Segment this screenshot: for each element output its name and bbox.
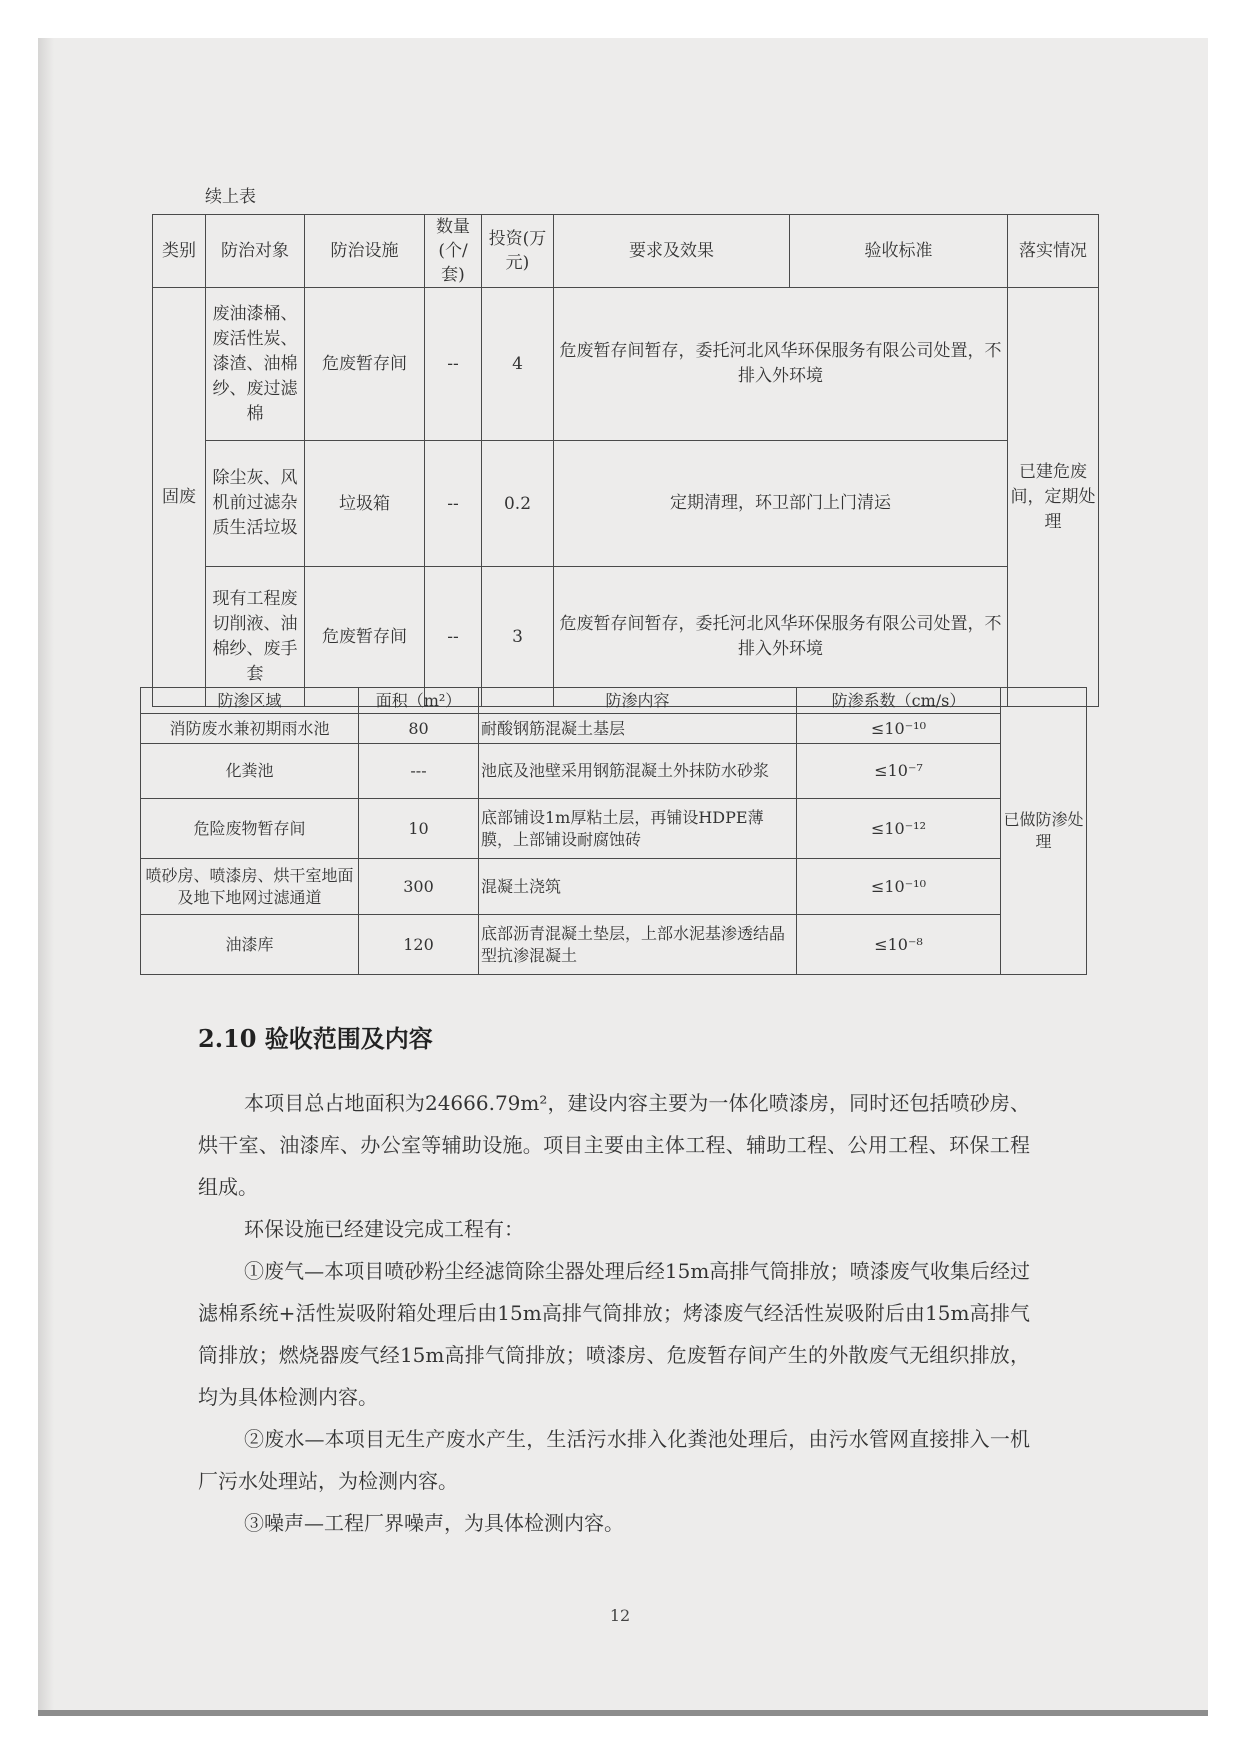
paragraph: ③噪声—工程厂界噪声，为具体检测内容。 (244, 1511, 624, 1535)
size-cell: 120 (359, 915, 479, 975)
header-facility: 防治设施 (305, 215, 425, 288)
table-row (141, 859, 1087, 915)
paragraph: ①废气—本项目喷砂粉尘经滤筒除尘器处理后经15m高排气筒排放；喷漆废气收集后经过滤棉系统+活性炭吸附箱处理后由15m高排气筒排放；烤漆废气经活性炭吸附后由15m高排气筒排放；燃烧器废气经15m高排气筒排放；喷漆房、危废暂存间产生的外散废气无组织排放，均为具体检测内容。 (198, 1259, 1030, 1409)
header-size: 面积（m²） (359, 688, 479, 714)
area-cell: 油漆库 (141, 915, 359, 975)
content-cell: 底部铺设1m厚粘土层，再铺设HDPE薄膜，上部铺设耐腐蚀砖 (479, 799, 797, 859)
area-cell: 化粪池 (141, 744, 359, 799)
seepage-status-cell: 已做防渗处理 (1001, 688, 1087, 975)
scan-bottom-edge (38, 1710, 1208, 1716)
paragraph: 环保设施已经建设完成工程有： (244, 1217, 524, 1241)
header-quantity: 数量(个/套) (425, 215, 482, 288)
facility-cell: 危废暂存间 (305, 567, 425, 707)
table-row (153, 567, 1099, 707)
coefficient-cell: ≤10⁻⁸ (797, 915, 1001, 975)
status-cell: 已建危废间，定期处理 (1008, 288, 1099, 707)
table-header-row (153, 215, 1099, 288)
category-cell: 固废 (153, 288, 206, 707)
quantity-cell: -- (425, 441, 482, 567)
section-body (198, 1082, 1030, 1544)
area-cell: 消防废水兼初期雨水池 (141, 714, 359, 744)
object-cell: 废油漆桶、废活性炭、漆渣、油棉纱、废过滤棉 (206, 288, 305, 441)
content-cell: 混凝土浇筑 (479, 859, 797, 915)
header-content: 防渗内容 (479, 688, 797, 714)
content-cell: 耐酸钢筋混凝土基层 (479, 714, 797, 744)
table-row (153, 288, 1099, 441)
object-cell: 现有工程废切削液、油棉纱、废手套 (206, 567, 305, 707)
size-cell: 80 (359, 714, 479, 744)
paragraph: ②废水—本项目无生产废水产生，生活污水排入化粪池处理后，由污水管网直接排入一机厂污水处理站，为检测内容。 (198, 1427, 1030, 1493)
paragraph: 本项目总占地面积为24666.79m²，建设内容主要为一体化喷漆房，同时还包括喷砂房、烘干室、油漆库、办公室等辅助设施。项目主要由主体工程、辅助工程、公用工程、环保工程组成。 (198, 1091, 1030, 1199)
area-cell: 喷砂房、喷漆房、烘干室地面及地下地网过滤通道 (141, 859, 359, 915)
scan-shadow (38, 38, 54, 1714)
coefficient-cell: ≤10⁻¹⁰ (797, 714, 1001, 744)
investment-cell: 3 (482, 567, 554, 707)
requirement-cell: 危废暂存间暂存，委托河北风华环保服务有限公司处置，不排入外环境 (554, 567, 1008, 707)
table-row (141, 744, 1087, 799)
facility-cell: 垃圾箱 (305, 441, 425, 567)
coefficient-cell: ≤10⁻⁷ (797, 744, 1001, 799)
investment-cell: 4 (482, 288, 554, 441)
quantity-cell: -- (425, 567, 482, 707)
object-cell: 除尘灰、风机前过滤杂质生活垃圾 (206, 441, 305, 567)
anti-seepage-table (140, 687, 1087, 975)
requirement-cell: 定期清理，环卫部门上门清运 (554, 441, 1008, 567)
header-area: 防渗区域 (141, 688, 359, 714)
investment-cell: 0.2 (482, 441, 554, 567)
header-category: 类别 (153, 215, 206, 288)
header-requirement: 要求及效果 (554, 215, 790, 288)
header-acceptance: 验收标准 (790, 215, 1008, 288)
table-row (141, 915, 1087, 975)
table-row (141, 799, 1087, 859)
size-cell: 300 (359, 859, 479, 915)
quantity-cell: -- (425, 288, 482, 441)
size-cell: 10 (359, 799, 479, 859)
size-cell: --- (359, 744, 479, 799)
solid-waste-table (152, 214, 1099, 707)
header-coefficient: 防渗系数（cm/s） (797, 688, 1001, 714)
table-row (141, 714, 1087, 744)
table-header-row (141, 688, 1087, 714)
header-status: 落实情况 (1008, 215, 1099, 288)
content-cell: 池底及池壁采用钢筋混凝土外抹防水砂浆 (479, 744, 797, 799)
requirement-cell: 危废暂存间暂存，委托河北风华环保服务有限公司处置，不排入外环境 (554, 288, 1008, 441)
coefficient-cell: ≤10⁻¹⁰ (797, 859, 1001, 915)
table-caption: 续上表 (205, 187, 256, 207)
facility-cell: 危废暂存间 (305, 288, 425, 441)
table-row (153, 441, 1099, 567)
area-cell: 危险废物暂存间 (141, 799, 359, 859)
header-object: 防治对象 (206, 215, 305, 288)
coefficient-cell: ≤10⁻¹² (797, 799, 1001, 859)
content-cell: 底部沥青混凝土垫层，上部水泥基渗透结晶型抗渗混凝土 (479, 915, 797, 975)
section-heading: 2.10 验收范围及内容 (198, 1024, 433, 1053)
page-number: 12 (609, 1606, 631, 1625)
header-investment: 投资(万元) (482, 215, 554, 288)
